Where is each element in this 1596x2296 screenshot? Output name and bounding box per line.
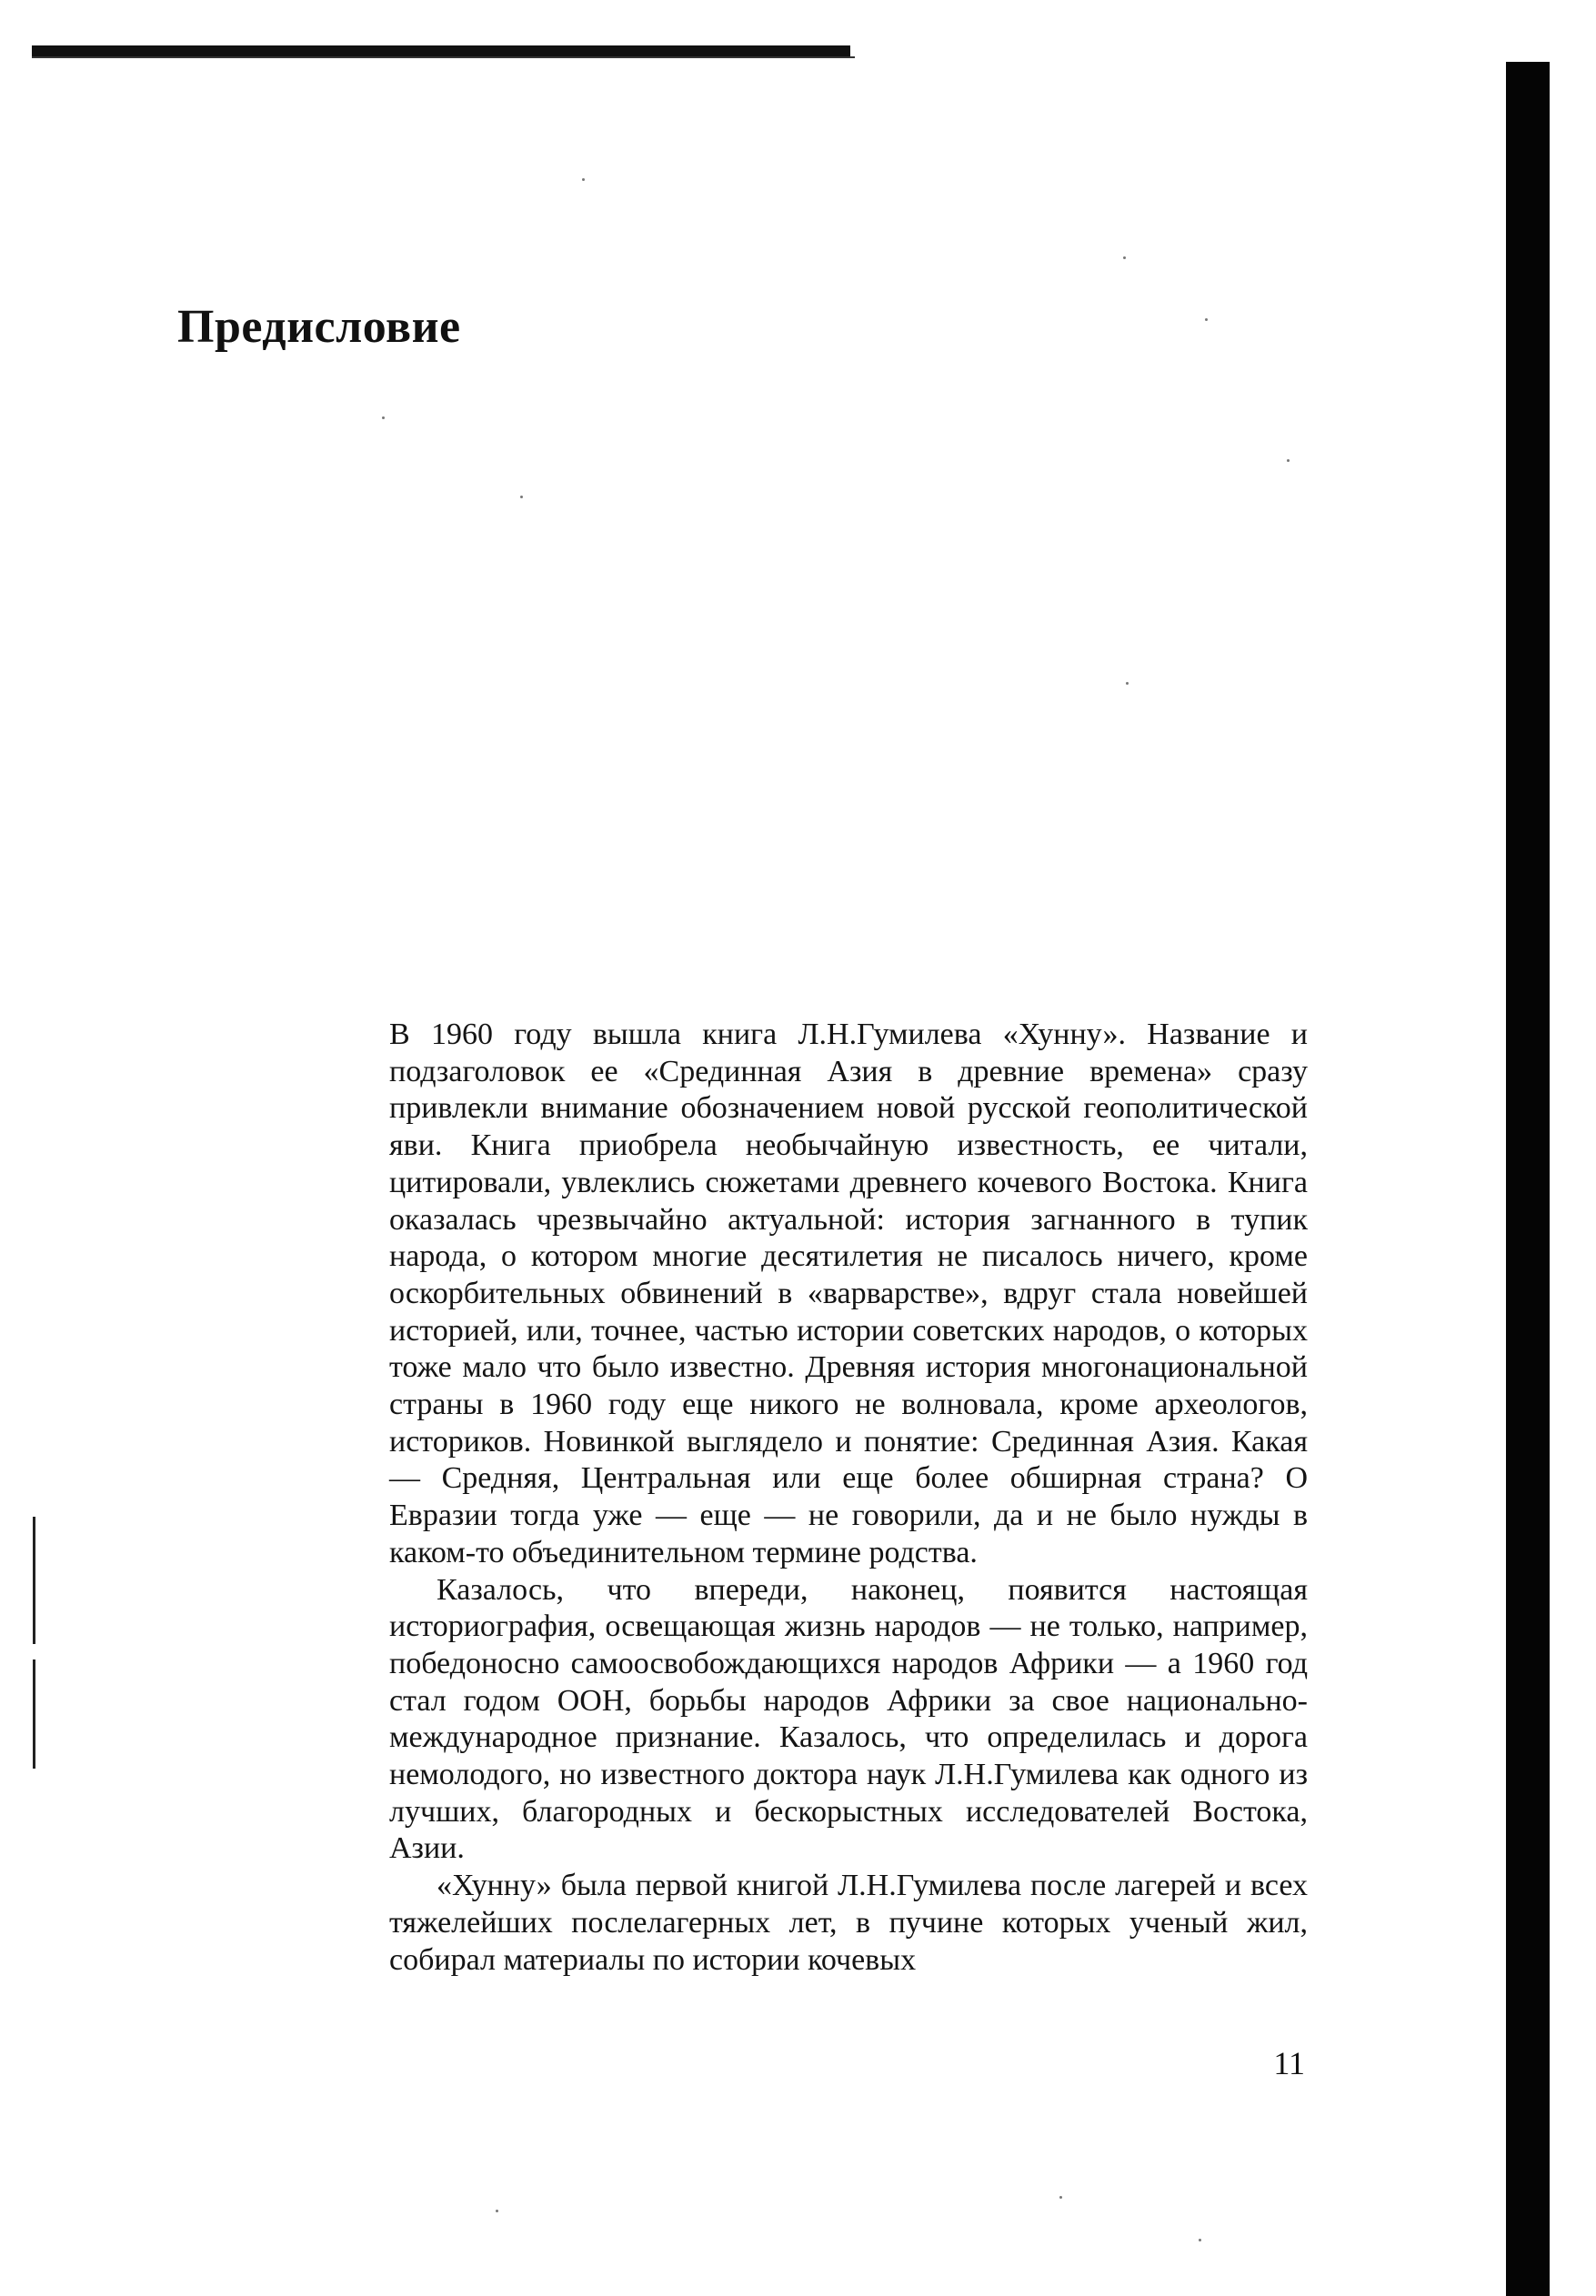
scan-mark [33,1517,35,1644]
scan-speck [1059,2196,1062,2199]
chapter-title: Предисловие [177,301,461,353]
paragraph-2: Казалось, что впереди, наконец, появится настоящая историография, освещающая жизнь народов — не только, например, победоносно самоосвобождающихся народов Африки — а 1960 год стал годом ООН, борьбы народов Африки за свое национально-международное признание. Казалось, что определилась и дорога немолодого, но известного доктора наук Л.Н.Гумилева как одного из лучших, благородных и бескорыстных исследователей Востока, Азии. [389,1572,1308,1866]
scan-edge-shadow [1506,62,1550,2296]
paragraph-3: «Хунну» была первой книгой Л.Н.Гумилева после лагерей и всех тяжелейших послелагерных лет, в пучине которых ученый жил, собирал материалы по истории кочевых [389,1869,1308,1977]
body-text [389,1017,1308,1979]
paragraph-1: В 1960 году вышла книга Л.Н.Гумилева «Хунну». Название и подзаголовок ее «Срединная Азия в древние времена» сразу привлекли внимание обозначением новой русской геополитической яви. Книга приобрела необычайную известность, ее читали, цитировали, увлеклись сюжетами древнего кочевого Востока. Книга оказалась чрезвычайно актуальной: история загнанного в тупик народа, о котором многие десятилетия не писалось ничего, кроме оскорбительных обвинений в «варварстве», вдруг стала новейшей историей, или, точнее, частью истории советских народов, о которых тоже мало что было известно. Древняя история многонациональной страны в 1960 году еще никого не волновала, кроме археологов, историков. Новинкой выглядело и понятие: Срединная Азия. Какая — Средняя, Центральная или еще более обширная страна? О Евразии тогда уже — еще — не говорили, да и не было нужды в каком-то объединительном термине родства. [389,1018,1308,1569]
top-rule-thin [32,56,855,58]
page-number: 11 [1273,2045,1305,2081]
scan-speck [382,416,385,419]
scan-speck [1287,459,1290,462]
scan-speck [496,2210,498,2212]
scan-speck [1205,318,1208,321]
scan-speck [520,496,523,498]
scan-mark [33,1659,35,1769]
scan-speck [582,178,585,181]
scan-speck [1199,2239,1201,2241]
scan-speck [1126,682,1129,685]
scan-speck [1123,256,1126,259]
top-rule [32,45,850,56]
